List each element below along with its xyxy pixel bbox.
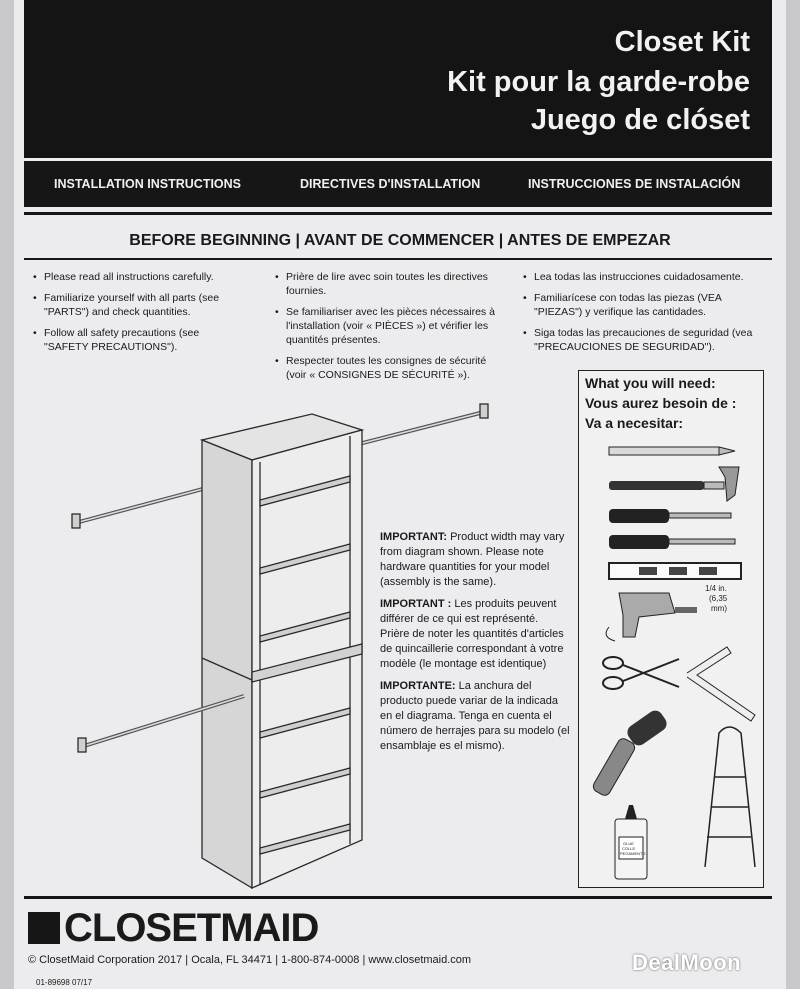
step-ladder-icon [705, 727, 755, 867]
drill-bit-label-unit: mm) [711, 604, 727, 613]
title-banner [24, 0, 772, 160]
important-english: IMPORTANT: Product width may vary from diagram shown. Please note hardware quantities for your model (assembly is the same). [380, 531, 565, 588]
rubber-mallet-icon [591, 708, 669, 798]
drill-bit-label: 1/4 in. [705, 584, 727, 593]
list-item: • Please read all instructions carefully. [44, 270, 244, 284]
tools-heading-english: What you will need: [585, 375, 716, 391]
list-item: • Prière de lire avec soin toutes les directives fournies. [286, 270, 502, 298]
important-spanish: IMPORTANTE: La anchura del producto puede variar de la indicada en el diagrama. Tenga en cuenta el número de herrajes para su modelo (el ensamblaje es el mismo). [380, 680, 570, 752]
subheader-french: DIRECTIVES D'INSTALLATION [300, 177, 481, 191]
list-item: • Familiarícese con todas las piezas (VEA "PIEZAS") y verifique las cantidades. [534, 291, 772, 319]
tools-heading-french: Vous aurez besoin de : [585, 395, 737, 411]
column-spanish [522, 270, 772, 361]
copyright-line: © ClosetMaid Corporation 2017 | Ocala, FL 34471 | 1-800-874-0008 | www.closetmaid.com [28, 954, 472, 966]
instruction-sheet [14, 0, 786, 989]
column-english [32, 270, 244, 361]
glue-label-es: PEGAMENTO [620, 851, 646, 856]
tools-illustrations [579, 437, 763, 885]
flat-screwdriver-icon [609, 535, 735, 549]
divider-footer [24, 896, 772, 899]
title-english: Closet Kit [614, 26, 750, 58]
level-icon [609, 563, 741, 579]
logo-square-icon [28, 912, 60, 944]
dealmoon-watermark: DealMoon [632, 950, 742, 975]
pencil-icon [609, 447, 735, 455]
divider-heading [24, 258, 772, 260]
scissors-icon [603, 657, 679, 689]
list-item: • Familiarize yourself with all parts (see "PARTS") and check quantities. [44, 291, 244, 319]
list-item: • Respecter toutes les consignes de sécurité (voir « CONSIGNES DE SÉCURITÉ »). [286, 354, 502, 382]
subheader-spanish: INSTRUCCIONES DE INSTALACIÓN [528, 177, 741, 191]
glue-label: GLUE [623, 841, 634, 846]
list-item: • Lea todas las instrucciones cuidadosamente. [534, 270, 772, 284]
closetmaid-logo [28, 906, 318, 951]
title-french: Kit pour la garde-robe [447, 66, 750, 98]
drill-bit-label-metric: (6,35 [709, 594, 728, 603]
list-item: • Siga todas las precauciones de seguridad (vea "PRECAUCIONES DE SEGURIDAD"). [534, 326, 772, 354]
subheader-bar [24, 158, 772, 207]
drill-icon [606, 593, 697, 641]
important-french: IMPORTANT : Les produits peuvent différer de ce qui est représenté. Prière de noter les quantités d'articles de quincaillerie correspondant à votre modèle (le montage est identique) [380, 598, 564, 670]
important-notes [380, 530, 570, 761]
list-item: • Follow all safety precautions (see "SAFETY PRECAUTIONS"). [44, 326, 244, 354]
before-beginning-heading: BEFORE BEGINNING | AVANT DE COMMENCER | ANTES DE EMPEZAR [129, 232, 671, 249]
title-spanish: Juego de clóset [530, 104, 750, 136]
phillips-screwdriver-icon [609, 509, 731, 523]
hammer-icon [609, 467, 739, 501]
tools-heading-spanish: Va a necesitar: [585, 415, 684, 431]
subheader-english: INSTALLATION INSTRUCTIONS [54, 177, 242, 191]
divider-top [24, 212, 772, 215]
tools-needed-box [578, 370, 764, 888]
carpenter-square-icon [687, 647, 755, 721]
glue-label-fr: COLLE [622, 846, 636, 851]
document-code: 01-89698 07/17 [36, 978, 93, 987]
logo-text: CLOSETMAID [64, 906, 319, 950]
column-french [274, 270, 502, 389]
list-item: • Se familiariser avec les pièces nécessaires à l'installation (voir « PIÈCES ») et vérifier les quantités présentes. [286, 305, 502, 347]
